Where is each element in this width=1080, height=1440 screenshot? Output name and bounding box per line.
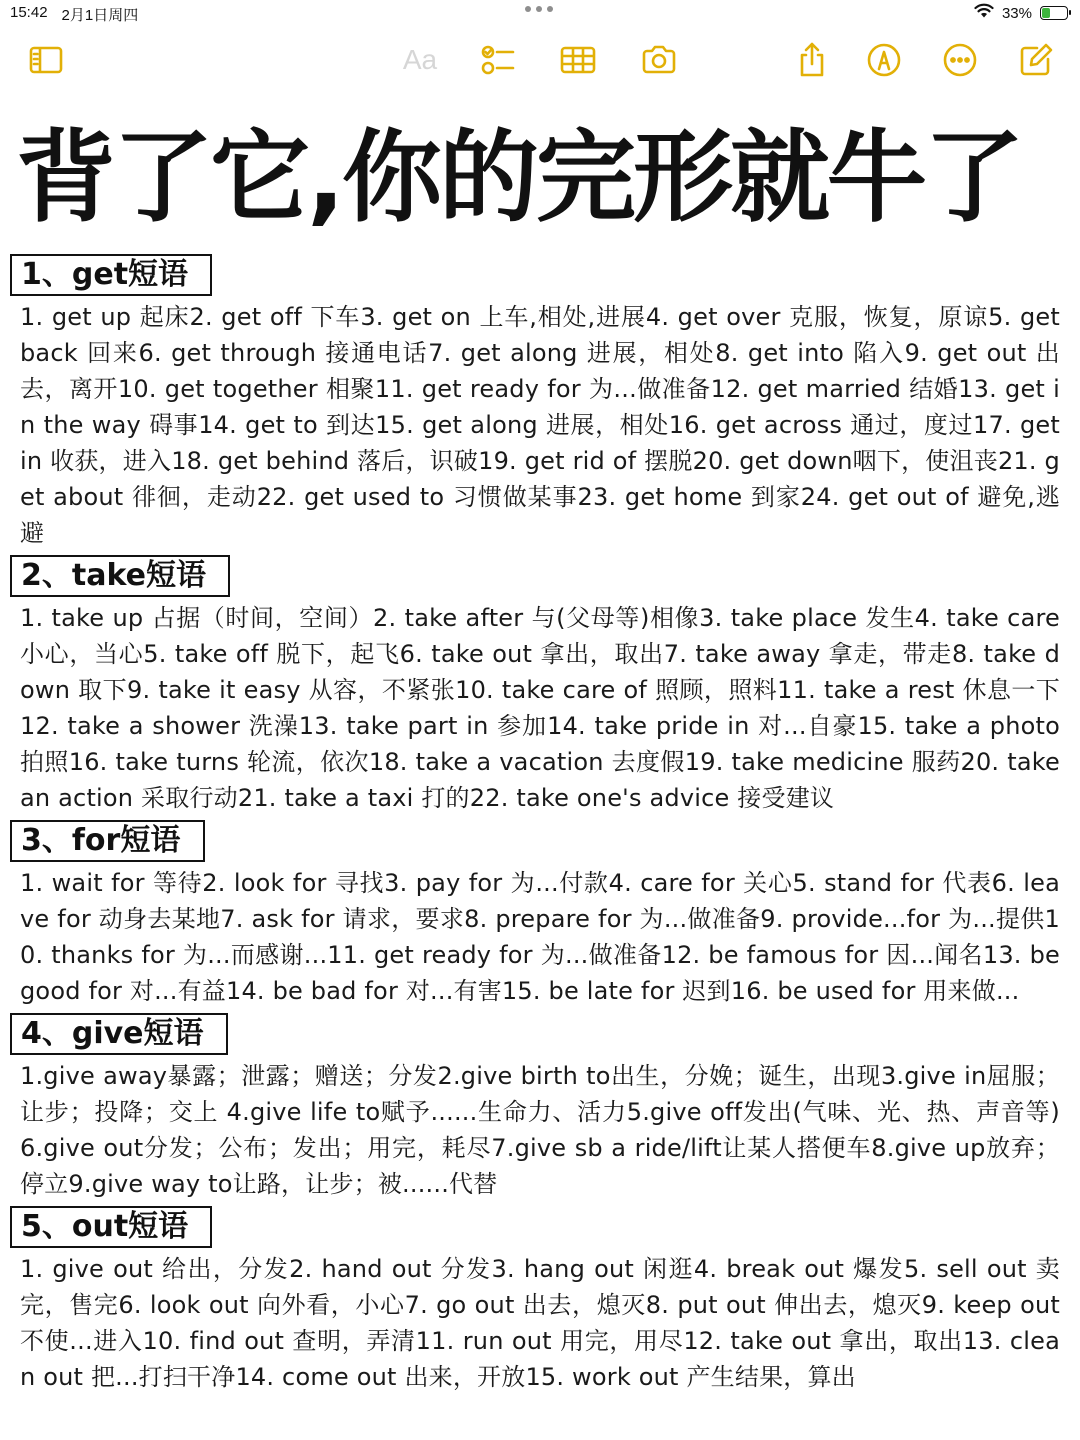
section-out (10, 1206, 1060, 1395)
section-give (10, 1013, 1060, 1202)
section-take (10, 555, 1060, 816)
wifi-icon (974, 3, 994, 23)
section-text: 1. get up 起床2. get off 下车3. get on 上车,相处,进展4. get over 克服，恢复，原谅5. get back 回来6. get through 接通电话7. get along 进展，相处8. get into 陷入9. get out 出去，离开10. get together 相聚11. get ready for 为...做准备12. get married 结婚13. get in the way 碍事14. get to 到达15. get along 进展，相处16. get across 通过，度过17. get in 收获，进入18. get behind 落后，识破19. get rid of 摆脱20. get down咽下，使沮丧21. get about 徘徊，走动22. get used to 习惯做某事23. get home 到家24. get out of 避免,逃避 (20, 303, 1060, 547)
more-icon[interactable] (938, 36, 982, 84)
compose-icon[interactable] (1014, 36, 1058, 84)
share-icon[interactable] (790, 36, 834, 84)
section-heading: 1、get短语 (10, 254, 212, 296)
camera-icon[interactable] (637, 36, 681, 84)
text-format-icon[interactable]: Aa (402, 44, 438, 75)
section-heading: 4、give短语 (10, 1013, 228, 1055)
note-body[interactable] (10, 254, 1060, 1399)
battery-icon (1040, 6, 1068, 20)
section-text: 1.give away暴露；泄露；赠送；分发2.give birth to出生，分娩；诞生，出现3.give in屈服；让步；投降；交上 4.give life to赋予......生命力、活力5.give off发出(气味、光、热、声音等)6.give out分发；公布；发出；用完，耗尽7.give sb a ride/lift让某人搭便车8.give up放弃；停立9.give way to让路，让步；被......代替 (20, 1062, 1060, 1198)
section-text: 1. take up 占据（时间，空间）2. take after 与(父母等)相像3. take place 发生4. take care 小心，当心5. take off 脱下，起飞6. take out 拿出，取出7. take away 拿走，带走8. take down 取下9. take it easy 从容，不紧张10. take care of 照顾，照料11. take a rest 休息一下12. take a shower 洗澡13. take part in 参加14. take pride in 对...自豪15. take a photo 拍照16. take turns 轮流，依次18. take a vacation 去度假19. take medicine 服药20. take an action 采取行动21. take a taxi 打的22. take one's advice 接受建议 (20, 604, 1060, 812)
battery-percent: 33% (1001, 4, 1032, 22)
section-get (10, 254, 1060, 551)
status-date: 2月1日周四 (61, 7, 139, 24)
section-for (10, 820, 1060, 1009)
status-time: 15:42 (10, 4, 48, 21)
checklist-icon[interactable] (476, 36, 520, 84)
section-text: 1. give out 给出，分发2. hand out 分发3. hang out 闲逛4. break out 爆发5. sell out 卖完，售完6. look out 向外看，小心7. go out 出去，熄灭8. put out 伸出去，熄灭9. keep out 不使...进入10. find out 查明，弄清11. run out 用完，用尽12. take out 拿出，取出13. clean out 把...打扫干净14. come out 出来，开放15. work out 产生结果，算出 (20, 1255, 1060, 1391)
multitasking-dots-icon[interactable] (525, 6, 553, 12)
section-text: 1. wait for 等待2. look for 寻找3. pay for 为...付款4. care for 关心5. stand for 代表6. leave for 动身去某地7. ask for 请求，要求8. prepare for 为...做准备9. provide...for 为...提供10. thanks for 为...而感谢...11. get ready for 为...做准备12. be famous for 因...闻名13. be good for 对...有益14. be bad for 对...有害15. be late for 迟到16. be used for 用来做... (20, 869, 1060, 1005)
table-icon[interactable] (556, 36, 600, 84)
section-heading: 2、take短语 (10, 555, 230, 597)
notes-toolbar (0, 36, 1080, 86)
section-heading: 3、for短语 (10, 820, 205, 862)
note-title[interactable]: 背了它,你的完形就牛了 (16, 119, 1021, 236)
status-bar (0, 0, 1080, 26)
section-heading: 5、out短语 (10, 1206, 212, 1248)
markup-pen-icon[interactable] (862, 36, 906, 84)
sidebar-icon[interactable] (24, 36, 68, 84)
